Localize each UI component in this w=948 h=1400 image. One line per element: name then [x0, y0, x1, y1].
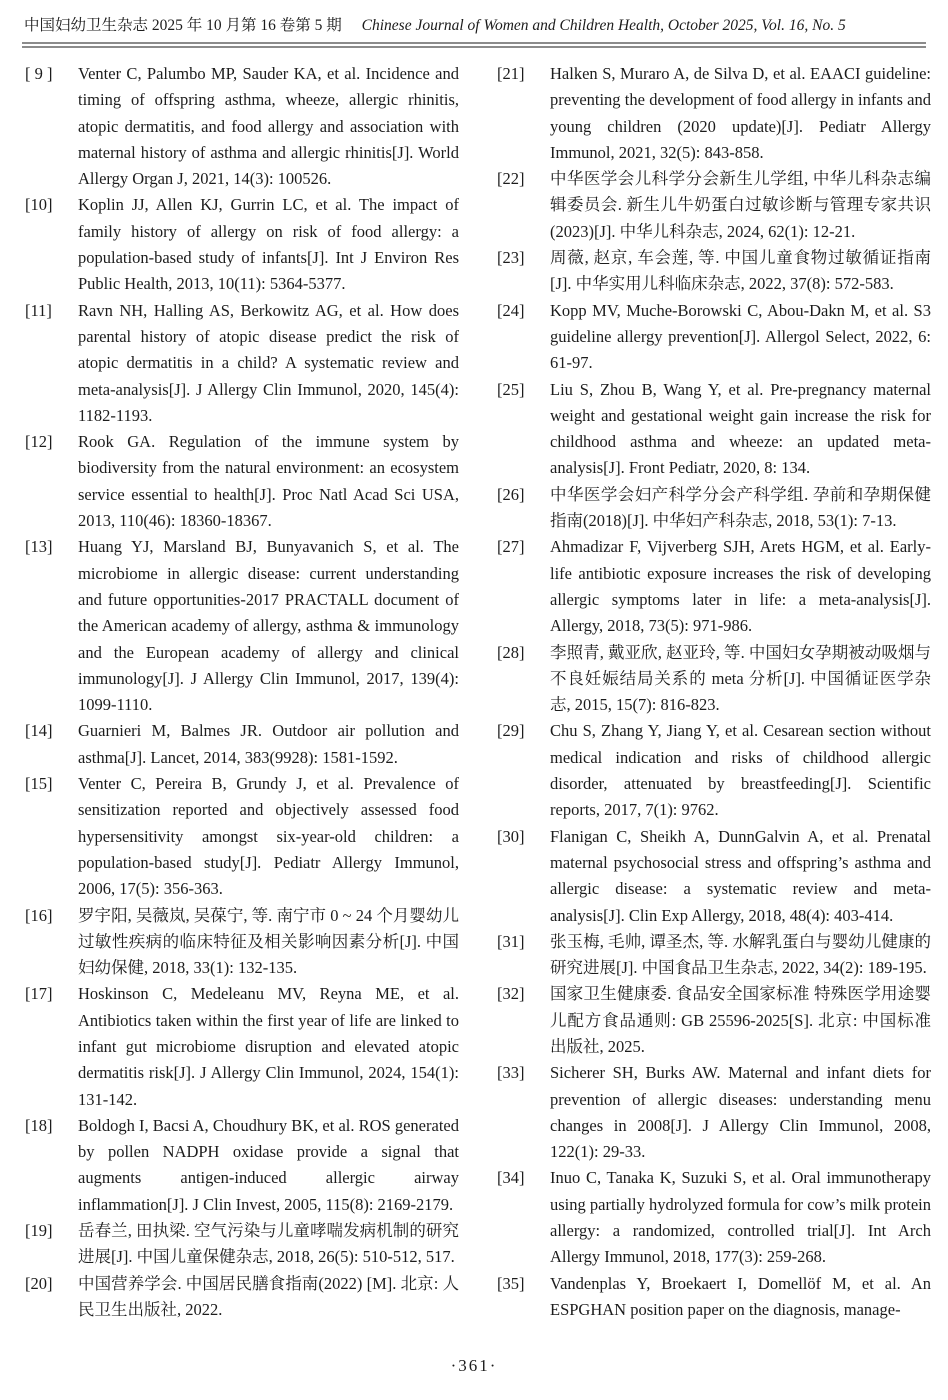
reference-item	[497, 929, 931, 982]
reference-item	[25, 981, 459, 1112]
reference-text: 中华医学会妇产科学分会产科学组. 孕前和孕期保健指南(2018)[J]. 中华妇产科杂志, 2018, 53(1): 7-13.	[550, 484, 931, 531]
reference-item	[497, 166, 931, 245]
reference-number: [28]	[497, 642, 525, 662]
reference-text: Venter C, Pereira B, Grundy J, et al. Prevalence of sensitization reported and objectively assessed food hypersensitivity amongst six-year-old children: a population-based study[J]. Pediatr Allergy Immunol, 2006, 17(5): 356-363.	[78, 774, 459, 899]
reference-item	[497, 534, 931, 639]
reference-item	[497, 298, 931, 377]
reference-item	[25, 1113, 459, 1218]
reference-number: [16]	[25, 905, 53, 925]
reference-text: Hoskinson C, Medeleanu MV, Reyna ME, et al. Antibiotics taken within the first year of life are linked to infant gut microbiome disruption and elevated atopic dermatitis risk[J]. J Allergy Clin Immunol, 2024, 154(1): 131-142.	[78, 984, 459, 1109]
reference-number: [23]	[497, 248, 525, 268]
reference-item	[497, 718, 931, 823]
reference-text: 张玉梅, 毛帅, 谭圣杰, 等. 水解乳蛋白与婴幼儿健康的研究进展[J]. 中国食品卫生杂志, 2022, 34(2): 189-195.	[550, 931, 931, 978]
reference-number: [10]	[25, 195, 53, 215]
journal-title-english: Chinese Journal of Women and Children Health, October 2025, Vol. 16, No. 5	[361, 17, 846, 34]
reference-item	[25, 298, 459, 429]
reference-item	[25, 429, 459, 534]
reference-number: [29]	[497, 721, 525, 741]
reference-text: 国家卫生健康委. 食品安全国家标准 特殊医学用途婴儿配方食品通则: GB 25596-2025[S]. 北京: 中国标准出版社, 2025.	[550, 984, 931, 1056]
reference-text: Boldogh I, Bacsi A, Choudhury BK, et al. ROS generated by pollen NADPH oxidase provide a signal that augments antigen-induced allergic airway inflammation[J]. J Clin Invest, 2005, 115(8): 2169-2179.	[78, 1115, 459, 1214]
reference-text: 岳春兰, 田执梁. 空气污染与儿童哮喘发病机制的研究进展[J]. 中国儿童保健杂志, 2018, 26(5): 510-512, 517.	[78, 1221, 459, 1267]
reference-item	[497, 1060, 931, 1165]
reference-text: 中国营养学会. 中国居民膳食指南(2022) [M]. 北京: 人民卫生出版社, 2022.	[78, 1273, 459, 1319]
reference-item	[25, 192, 459, 297]
page-header	[0, 0, 948, 35]
reference-item	[25, 718, 459, 771]
page-number: ·361·	[450, 1356, 498, 1375]
reference-number: [31]	[497, 931, 525, 951]
reference-text: Kopp MV, Muche-Borowski C, Abou-Dakn M, et al. S3 guideline allergy prevention[J]. Allergol Select, 2022, 6: 61-97.	[550, 300, 931, 373]
reference-text: 李照青, 戴亚欣, 赵亚玲, 等. 中国妇女孕期被动吸烟与不良妊娠结局关系的 meta 分析[J]. 中国循证医学杂志, 2015, 15(7): 816-823.	[550, 642, 931, 715]
reference-text: Guarnieri M, Balmes JR. Outdoor air pollution and asthma[J]. Lancet, 2014, 383(9928): 1581-1592.	[78, 721, 459, 767]
reference-text: Ravn NH, Halling AS, Berkowitz AG, et al. How does parental history of atopic disease predict the risk of atopic dermatitis in a child? A systematic review and meta-analysis[J]. J Allergy Clin Immunol, 2020, 145(4): 1182-1193.	[78, 300, 459, 425]
reference-item	[497, 1271, 931, 1324]
reference-text: Vandenplas Y, Broekaert I, Domellöf M, et al. An ESPGHAN position paper on the diagnosis, manage-	[550, 1273, 931, 1319]
reference-number: [30]	[497, 826, 525, 846]
reference-text: Halken S, Muraro A, de Silva D, et al. EAACI guideline: preventing the development of food allergy in infants and young children (2020 update)[J]. Pediatr Allergy Immunol, 2021, 32(5): 843-858.	[550, 64, 931, 162]
reference-item	[497, 61, 931, 166]
reference-text: Sicherer SH, Burks AW. Maternal and infant diets for prevention of allergic diseases: understanding menu changes in 2008[J]. J Allergy Clin Immunol, 2008, 122(1): 29-33.	[550, 1063, 931, 1162]
reference-number: [11]	[25, 300, 52, 320]
reference-text: Ahmadizar F, Vijverberg SJH, Arets HGM, et al. Early-life antibiotic exposure increases the risk of developing allergic symptoms later in life: a meta-analysis[J]. Allergy, 2018, 73(5): 971-986.	[550, 537, 931, 636]
reference-item	[25, 771, 459, 902]
journal-title-chinese: 中国妇幼卫生杂志 2025 年 10 月第 16 卷第 5 期	[24, 17, 342, 34]
references-section	[0, 48, 948, 1323]
reference-item	[497, 1165, 931, 1270]
reference-number: [27]	[497, 537, 525, 557]
reference-number: [12]	[25, 432, 53, 452]
reference-number: [26]	[497, 484, 525, 504]
references-column-left	[25, 61, 459, 1323]
reference-number: [19]	[25, 1221, 53, 1241]
reference-text: Chu S, Zhang Y, Jiang Y, et al. Cesarean section without medical indication and risks of childhood allergic disorder, attenuated by breastfeeding[J]. Scientific reports, 2017, 7(1): 9762.	[550, 721, 931, 820]
reference-text: 中华医学会儿科学分会新生儿学组, 中华儿科杂志编辑委员会. 新生儿牛奶蛋白过敏诊断与管理专家共识(2023)[J]. 中华儿科杂志, 2024, 62(1): 12-21.	[550, 169, 931, 241]
reference-number: [22]	[497, 169, 525, 189]
reference-number: [24]	[497, 300, 525, 320]
reference-text: 周薇, 赵京, 车会莲, 等. 中国儿童食物过敏循证指南[J]. 中华实用儿科临床杂志, 2022, 37(8): 572-583.	[550, 248, 931, 294]
reference-number: [18]	[25, 1115, 53, 1135]
reference-text: Venter C, Palumbo MP, Sauder KA, et al. Incidence and timing of offspring asthma, wheeze, allergic rhinitis, atopic dermatitis, and food allergy and association with maternal history of asthma and allergic rhinitis[J]. World Allergy Organ J, 2021, 14(3): 100526.	[78, 64, 459, 189]
reference-number: [35]	[497, 1273, 525, 1293]
reference-number: [21]	[497, 64, 525, 83]
reference-item	[25, 61, 459, 192]
reference-number: [32]	[497, 984, 525, 1004]
reference-item	[497, 377, 931, 482]
reference-text: Flanigan C, Sheikh A, DunnGalvin A, et al. Prenatal maternal psychosocial stress and offspring’s asthma and allergic disease: a systematic review and meta-analysis[J]. Clin Exp Allergy, 2018, 48(4): 403-414.	[550, 826, 931, 925]
reference-item	[25, 1218, 459, 1271]
reference-item	[25, 903, 459, 982]
reference-number: [25]	[497, 379, 525, 399]
reference-item	[497, 482, 931, 535]
reference-text: Huang YJ, Marsland BJ, Bunyavanich S, et al. The microbiome in allergic disease: current understanding and future opportunities-2017 PRACTALL document of the American academy of allergy, asthma & immunology and the European academy of allergy and clinical immunology[J]. J Allergy Clin Immunol, 2017, 139(4): 1099-1110.	[78, 537, 459, 715]
reference-text: Rook GA. Regulation of the immune system by biodiversity from the natural environment: an ecosystem service essential to health[J]. Proc Natl Acad Sci USA, 2013, 110(46): 18360-18367.	[78, 432, 459, 531]
reference-item	[497, 245, 931, 298]
reference-number: [14]	[25, 721, 53, 741]
reference-number: [33]	[497, 1063, 525, 1083]
reference-number: [15]	[25, 774, 53, 794]
reference-item	[497, 981, 931, 1060]
reference-text: Inuo C, Tanaka K, Suzuki S, et al. Oral immunotherapy using partially hydrolyzed formula for cow’s milk protein allergy: a randomized, controlled trial[J]. Int Arch Allergy Immunol, 2018, 177(3): 259-268.	[550, 1168, 931, 1267]
reference-number: [ 9 ]	[25, 64, 53, 83]
reference-text: Koplin JJ, Allen KJ, Gurrin LC, et al. The impact of family history of allergy on risk of food allergy: a population-based study of infants[J]. Int J Environ Res Public Health, 2013, 10(11): 5364-5377.	[78, 195, 459, 294]
reference-item	[25, 1271, 459, 1324]
reference-item	[497, 824, 931, 929]
reference-item	[497, 640, 931, 719]
reference-number: [20]	[25, 1273, 53, 1293]
reference-number: [34]	[497, 1168, 525, 1188]
reference-text: 罗宇阳, 吴薇岚, 吴葆宁, 等. 南宁市 0 ~ 24 个月婴幼儿过敏性疾病的临床特征及相关影响因素分析[J]. 中国妇幼保健, 2018, 33(1): 132-135.	[78, 905, 459, 978]
reference-number: [17]	[25, 984, 53, 1004]
reference-item	[25, 534, 459, 718]
references-column-right	[497, 61, 931, 1323]
reference-number: [13]	[25, 537, 53, 557]
reference-text: Liu S, Zhou B, Wang Y, et al. Pre-pregnancy maternal weight and gestational weight gain increase the risk for childhood asthma and wheeze: an updated meta-analysis[J]. Front Pediatr, 2020, 8: 134.	[550, 379, 931, 478]
